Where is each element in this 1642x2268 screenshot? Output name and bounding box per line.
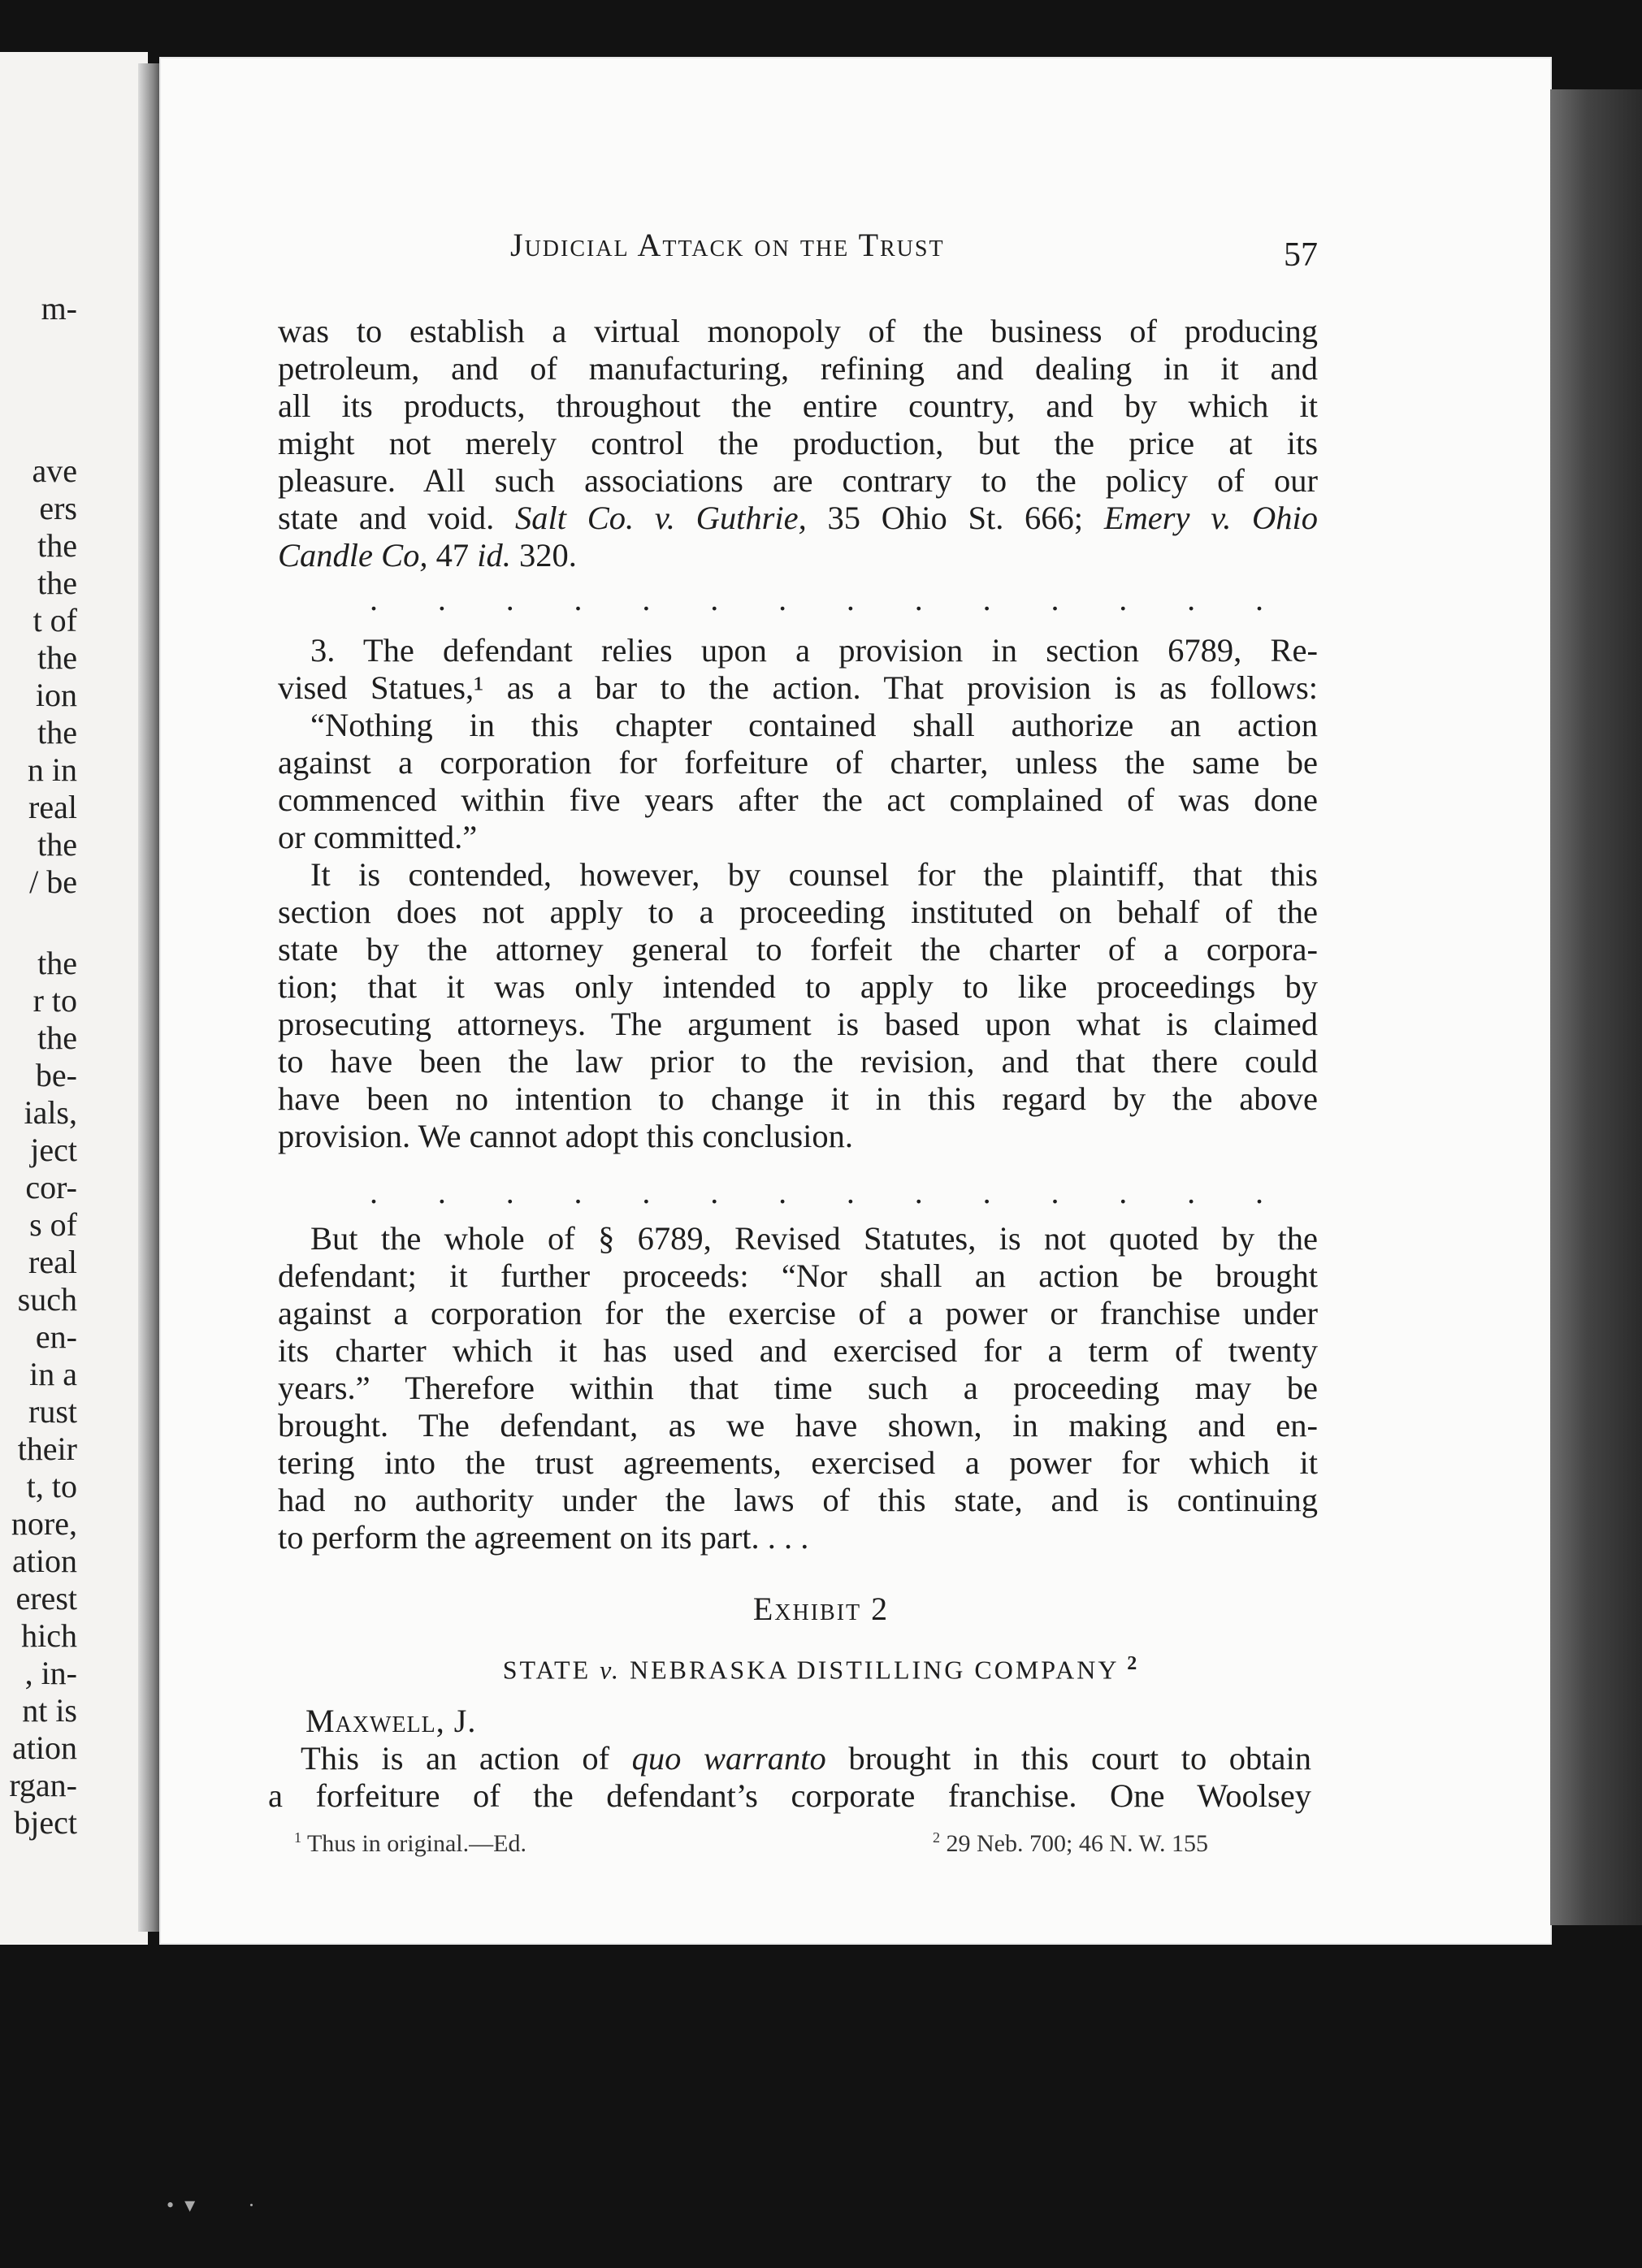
left-page-fragment: real — [28, 789, 77, 825]
text-line: or committed.” — [278, 819, 478, 855]
left-page-fragment: ation — [12, 1729, 77, 1766]
left-page-fragment: their — [17, 1430, 77, 1467]
left-page-fragment: ject — [30, 1132, 77, 1168]
left-page-fragment: cor- — [25, 1169, 77, 1205]
footnote-1: $^1$ Thus in original.—Ed. — [294, 1829, 526, 1857]
text-line: tering into the trust agreements, exercised a power for which it — [278, 1444, 1318, 1481]
judge-name: Maxwell, J. — [305, 1703, 477, 1739]
left-page-fragment: m- — [41, 290, 77, 327]
text-line: to have been the law prior to the revision, and that there could — [278, 1043, 1318, 1080]
text-line: This is an action of quo warranto brought in this court to obtain — [301, 1740, 1311, 1777]
left-page-fragment: real — [28, 1244, 77, 1280]
left-page-fragment: rgan- — [9, 1767, 77, 1803]
ellipsis-row: . . . . . . . . . . . . . . — [370, 1174, 1263, 1210]
left-page-fragment: t, to — [26, 1468, 77, 1504]
ellipsis-row: . . . . . . . . . . . . . . — [370, 581, 1263, 617]
left-page-fragment: ials, — [24, 1094, 77, 1131]
left-page-fragment: the — [37, 826, 77, 863]
exhibit-heading: Exhibit 2 — [752, 1591, 890, 1627]
text-line: brought. The defendant, as we have shown, in making and en- — [278, 1407, 1318, 1443]
text-line: have been no intention to change it in this regard by the above — [278, 1080, 1318, 1117]
left-page-fragment: s of — [29, 1206, 77, 1243]
left-page-fragment: the — [37, 1019, 77, 1056]
left-page-fragment: the — [37, 714, 77, 751]
text-line: might not merely control the production, but the price at its — [278, 425, 1318, 461]
text-line: It is contended, however, by counsel for the plaintiff, that this — [310, 856, 1318, 893]
left-page-fragment: in a — [29, 1356, 77, 1392]
book-edge — [1550, 89, 1642, 1925]
text-line: all its products, throughout the entire country, and by which it — [278, 387, 1318, 424]
left-page-fragment: ation — [12, 1543, 77, 1579]
left-page-fragment: ave — [32, 452, 77, 489]
text-line: years.” Therefore within that time such a proceeding may be — [278, 1370, 1318, 1406]
left-page-fragment: be- — [35, 1057, 77, 1093]
left-page-fragment: n in — [27, 751, 77, 788]
text-line: was to establish a virtual monopoly of the business of producing — [278, 313, 1318, 349]
paragraph-continuation — [278, 313, 1318, 574]
left-page-fragment: the — [37, 565, 77, 601]
left-page-fragment: the — [37, 639, 77, 676]
left-page-fragment: nore, — [11, 1505, 77, 1542]
text-line: prosecuting attorneys. The argument is based upon what is claimed — [278, 1006, 1318, 1042]
left-page-fragment: the — [37, 945, 77, 981]
text-line: 3. The defendant relies upon a provision in section 6789, Re- — [310, 632, 1318, 669]
text-line: pleasure. All such associations are contrary to the policy of our — [278, 462, 1318, 499]
case-title: STATE v. NEBRASKA DISTILLING COMPANY $^2$ — [502, 1653, 1140, 1685]
text-line: vised Statues,¹ as a bar to the action. That provision is as follows: — [278, 669, 1318, 706]
paragraph-section-3 — [278, 632, 1318, 1155]
citation-line: Candle Co, 47 id. 320. — [278, 537, 577, 573]
left-page-fragment: bject — [14, 1804, 77, 1841]
text-line: state by the attorney general to forfeit the charter of a corpora- — [278, 931, 1318, 967]
text-line: against a corporation for forfeiture of charter, unless the same be — [278, 744, 1318, 781]
text-line: against a corporation for the exercise of a power or franchise under — [278, 1295, 1318, 1331]
text-line: defendant; it further proceeds: “Nor shall an action be brought — [278, 1257, 1318, 1294]
paragraph-section-6789 — [278, 1220, 1318, 1556]
text-line: “Nothing in this chapter contained shall authorize an action — [310, 707, 1318, 743]
left-page-fragment: erest — [15, 1580, 77, 1617]
text-line: a forfeiture of the defendant’s corporate franchise. One Woolsey — [268, 1777, 1311, 1814]
text-line: had no authority under the laws of this state, and is continuing — [278, 1482, 1318, 1518]
page-number: 57 — [1284, 236, 1318, 274]
footnote-mark: 2 — [1127, 1653, 1140, 1674]
left-page-fragment: such — [17, 1281, 77, 1318]
left-page-fragment: t of — [32, 602, 77, 638]
text-line: commenced within five years after the act complained of was done — [278, 781, 1318, 818]
citation-line: state and void. Salt Co. v. Guthrie, 35 Ohio St. 666; Emery v. Ohio — [278, 500, 1319, 536]
left-page-fragment: the — [37, 527, 77, 564]
text-line: its charter which it has used and exercised for a term of twenty — [278, 1332, 1318, 1369]
left-page-fragment: ion — [35, 677, 77, 713]
text-line: to perform the agreement on its part. . . . — [278, 1519, 809, 1556]
scan-specks: • ▾ · — [167, 2193, 255, 2217]
text-line: tion; that it was only intended to apply to like proceedings by — [278, 968, 1318, 1005]
text-line: section does not apply to a proceeding instituted on behalf of the — [278, 894, 1318, 930]
left-page-fragment: ers — [39, 490, 77, 526]
left-page-fragment: hich — [21, 1617, 77, 1654]
text-line: But the whole of § 6789, Revised Statutes, is not quoted by the — [310, 1220, 1318, 1257]
left-page-fragment: nt is — [22, 1692, 77, 1729]
left-page-fragment: , in- — [24, 1655, 77, 1691]
left-page-fragment: / be — [29, 863, 77, 900]
left-page-fragment: rust — [28, 1393, 77, 1430]
left-page-fragment: en- — [35, 1318, 77, 1355]
left-page-fragment: r to — [32, 982, 77, 1019]
footnote-2: $^2$ 29 Neb. 700; 46 N. W. 155 — [933, 1829, 1208, 1857]
opinion-paragraph — [268, 1740, 1311, 1815]
text-line: petroleum, and of manufacturing, refining and dealing in it and — [278, 350, 1318, 387]
text-line: provision. We cannot adopt this conclusion. — [278, 1118, 854, 1154]
running-head: Judicial Attack on the Trust — [510, 227, 945, 263]
